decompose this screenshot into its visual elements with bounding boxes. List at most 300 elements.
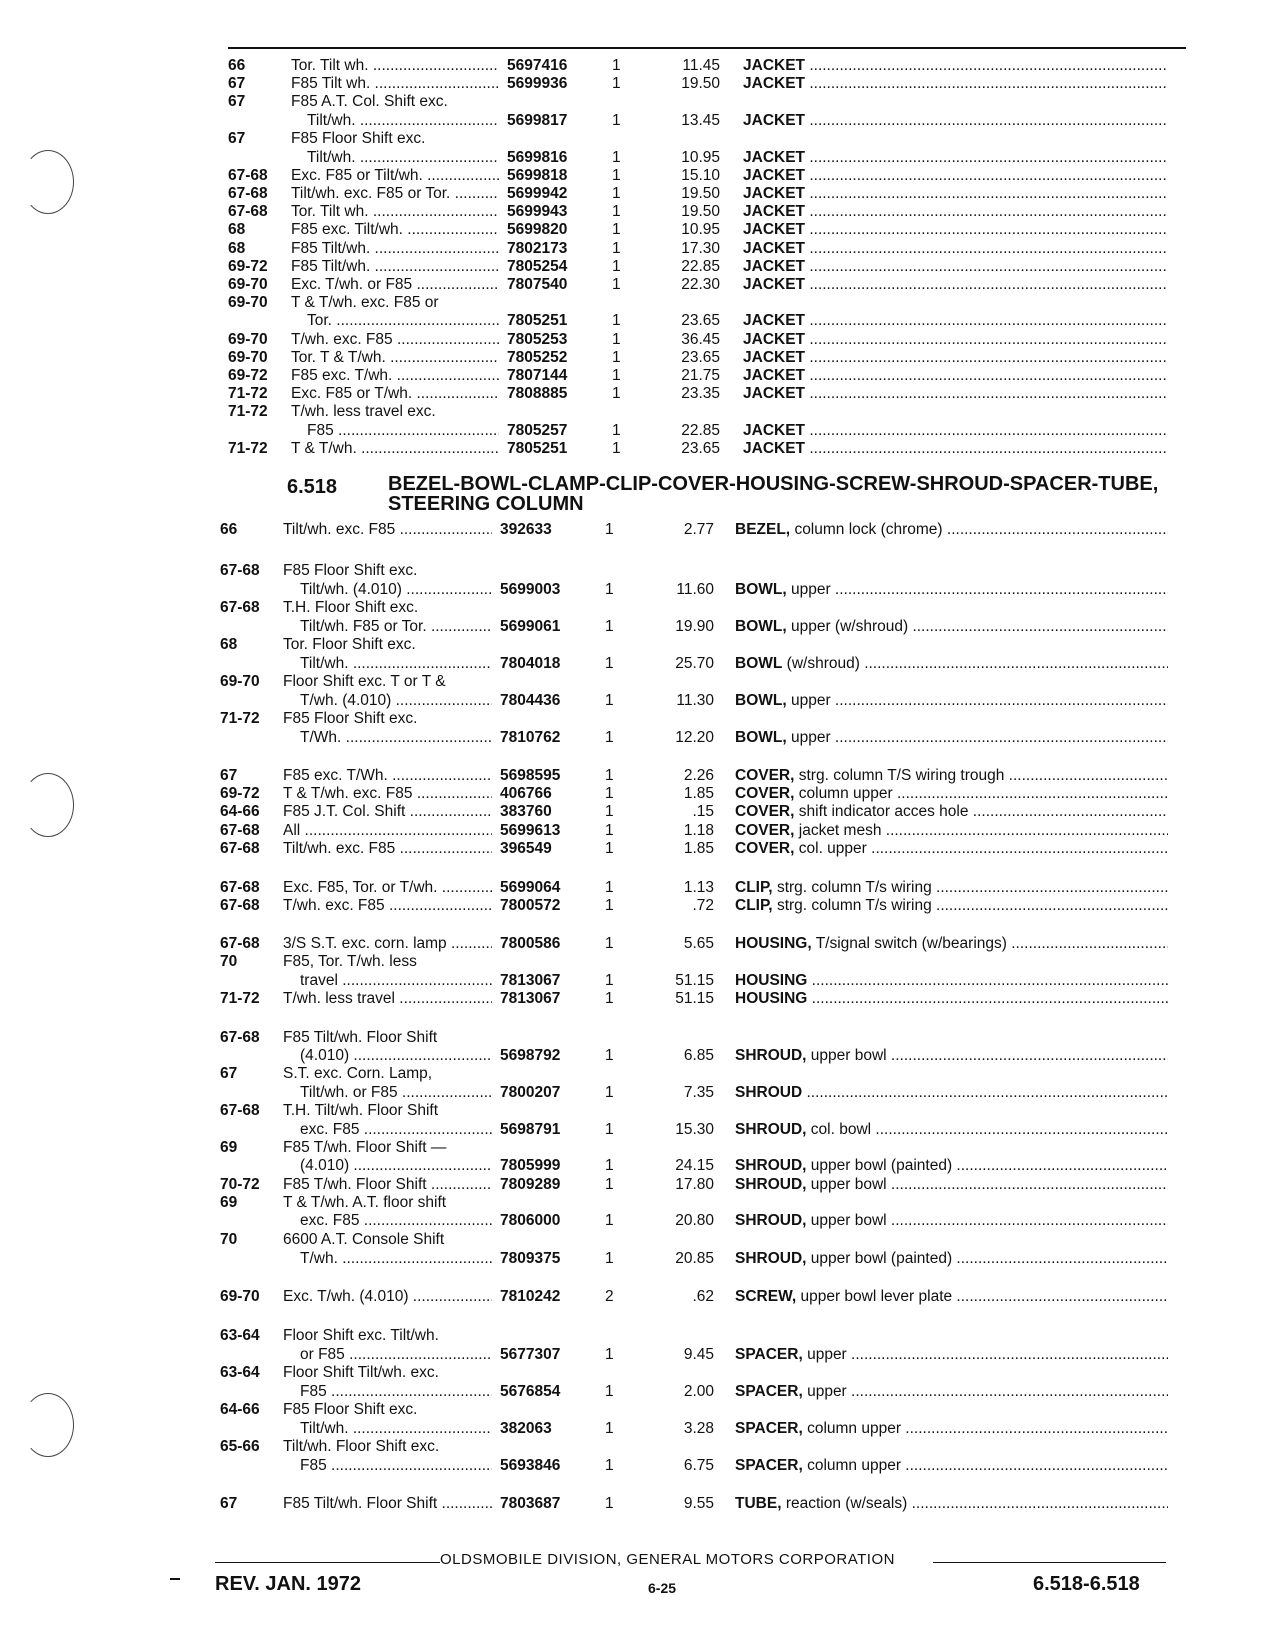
quantity: 1: [612, 203, 621, 220]
part-number: 5699817: [507, 112, 568, 129]
quantity: 1: [612, 185, 621, 202]
part-number: 7807144: [507, 367, 568, 384]
model-application: (4.010) .....: [300, 1046, 492, 1065]
table-row: [0, 1211, 1263, 1230]
part-number: 7805251: [507, 440, 568, 457]
quantity: 1: [612, 276, 621, 293]
part-description: [743, 239, 1168, 258]
part-name: JACKET: [743, 185, 806, 202]
table-row: [0, 839, 1263, 858]
part-name: JACKET: [743, 240, 806, 257]
model-application: F85 Floor Shift exc.: [283, 562, 418, 579]
year-range: 67: [220, 1065, 238, 1082]
model-application: Tor. Tilt wh. .....: [291, 202, 499, 221]
year-range: 66: [220, 521, 238, 538]
model-application: T/wh. exc. F85 .....: [283, 896, 492, 915]
year-range: 67: [220, 1495, 238, 1512]
quantity: 1: [605, 1346, 614, 1363]
table-row: [0, 348, 1263, 367]
part-detail: col. bowl: [810, 1121, 872, 1138]
table-row: [0, 691, 1263, 710]
price: 36.45: [681, 331, 720, 348]
part-number: 7813067: [500, 990, 561, 1007]
part-detail: (w/shroud): [786, 655, 860, 672]
model-application: travel .....: [300, 971, 492, 990]
part-description: [735, 1211, 1168, 1230]
quantity: 1: [605, 990, 614, 1007]
part-number: 5699818: [507, 167, 568, 184]
quantity: 1: [612, 312, 621, 329]
model-application: F85 A.T. Col. Shift exc.: [291, 93, 448, 110]
quantity: 1: [612, 167, 621, 184]
price: 22.85: [681, 258, 720, 275]
quantity: 1: [605, 897, 614, 914]
part-number: 7805251: [507, 312, 568, 329]
part-detail: column upper: [798, 785, 893, 802]
year-range: 69-72: [228, 367, 268, 384]
quantity: 1: [605, 1212, 614, 1229]
table-row: [0, 1064, 1263, 1083]
price: 2.77: [683, 521, 714, 538]
model-application: Tilt/wh. exc. F85 .....: [283, 839, 492, 858]
year-range: 67-68: [220, 1029, 260, 1046]
part-description: [743, 384, 1168, 403]
year-range: 69: [220, 1194, 238, 1211]
year-range: 71-72: [220, 710, 260, 727]
part-detail: upper: [790, 581, 831, 598]
model-application: Tilt/wh. .....: [307, 148, 499, 167]
table-row: [0, 1345, 1263, 1364]
quantity: 1: [605, 767, 614, 784]
price: 24.15: [675, 1157, 714, 1174]
part-name: CLIP,: [735, 879, 773, 896]
table-row: [0, 1193, 1263, 1212]
year-range: 67-68: [220, 897, 260, 914]
part-detail: upper: [807, 1383, 847, 1400]
year-range: 69-70: [228, 331, 268, 348]
model-application: S.T. exc. Corn. Lamp,: [283, 1065, 433, 1082]
part-name: HOUSING: [735, 990, 808, 1007]
quantity: 1: [612, 149, 621, 166]
price: 17.80: [675, 1176, 714, 1193]
part-description: [735, 971, 1168, 990]
part-number: 7800572: [500, 897, 561, 914]
year-range: 70: [220, 953, 238, 970]
year-range: 67-68: [228, 203, 268, 220]
part-name: COVER,: [735, 767, 795, 784]
model-application: F85 Floor Shift exc.: [283, 1401, 418, 1418]
year-range: 65-66: [220, 1438, 260, 1455]
part-number: 5699816: [507, 149, 568, 166]
price: 10.95: [681, 221, 720, 238]
section-number: 6.518: [287, 476, 338, 498]
price: 19.50: [681, 75, 720, 92]
model-application: F85 .....: [300, 1456, 492, 1475]
part-detail: reaction (w/seals): [785, 1495, 908, 1512]
part-number: 7808885: [507, 385, 568, 402]
table-row: [0, 1382, 1263, 1401]
part-number: 5699943: [507, 203, 568, 220]
year-range: 69: [220, 1139, 238, 1156]
part-detail: strg. column T/s wiring: [776, 897, 932, 914]
part-detail: upper bowl: [810, 1176, 887, 1193]
part-name: BOWL,: [735, 729, 787, 746]
part-name: COVER,: [735, 840, 795, 857]
model-application: Tilt/wh. (4.010) .....: [300, 580, 492, 599]
table-row: [0, 580, 1263, 599]
table-row: [0, 654, 1263, 673]
price: 1.13: [683, 879, 714, 896]
part-description: [735, 1345, 1168, 1364]
table-row: [0, 1419, 1263, 1438]
year-range: 67-68: [220, 562, 260, 579]
year-range: 69-70: [228, 349, 268, 366]
part-number: 5699936: [507, 75, 568, 92]
part-number: 7804436: [500, 692, 561, 709]
part-name: COVER,: [735, 803, 795, 820]
part-number: 5698791: [500, 1121, 561, 1138]
price: 15.30: [675, 1121, 714, 1138]
model-application: Tilt/wh. .....: [300, 654, 492, 673]
price: 17.30: [681, 240, 720, 257]
price: 23.65: [681, 312, 720, 329]
year-range: 67-68: [220, 935, 260, 952]
part-description: [735, 1287, 1168, 1306]
part-number: 5698595: [500, 767, 561, 784]
price: 23.65: [681, 440, 720, 457]
year-range: 68: [228, 240, 246, 257]
model-application: T/wh. (4.010) .....: [300, 691, 492, 710]
part-description: [735, 654, 1168, 673]
table-row: [0, 1120, 1263, 1139]
year-range: 67-68: [220, 599, 260, 616]
table-row: [0, 1326, 1263, 1345]
price: 1.18: [683, 822, 714, 839]
part-detail: shift indicator acces hole: [798, 803, 969, 820]
price: 25.70: [675, 655, 714, 672]
year-range: 67-68: [228, 185, 268, 202]
price: 23.65: [681, 349, 720, 366]
year-range: 64-66: [220, 1401, 260, 1418]
price: 20.85: [675, 1250, 714, 1267]
price: 19.90: [675, 618, 714, 635]
price: 6.75: [683, 1457, 714, 1474]
quantity: 1: [605, 785, 614, 802]
year-range: 67-68: [228, 167, 268, 184]
part-name: BEZEL,: [735, 521, 791, 538]
model-application: T & T/wh. .....: [291, 439, 499, 458]
part-description: [735, 1249, 1168, 1268]
part-number: 7805252: [507, 349, 568, 366]
part-detail: jacket mesh: [798, 822, 882, 839]
model-application: or F85 .....: [300, 1345, 492, 1364]
year-range: 70-72: [220, 1176, 260, 1193]
part-detail: upper bowl (painted): [810, 1250, 953, 1267]
table-row: [0, 934, 1263, 953]
part-detail: T/signal switch (w/bearings): [815, 935, 1007, 952]
model-application: Tor. T & T/wh. .....: [291, 348, 499, 367]
quantity: 1: [605, 1457, 614, 1474]
footer-rule-left: [215, 1562, 440, 1563]
part-number: 7805999: [500, 1157, 561, 1174]
table-row: [0, 439, 1263, 458]
table-row: [0, 202, 1263, 221]
table-row: [0, 728, 1263, 747]
part-description: [735, 934, 1168, 953]
model-application: T/wh. .....: [300, 1249, 492, 1268]
part-name: SHROUD,: [735, 1212, 807, 1229]
table-row: [0, 896, 1263, 915]
part-name: JACKET: [743, 440, 806, 457]
part-name: SHROUD,: [735, 1157, 807, 1174]
footer-corporation: OLDSMOBILE DIVISION, GENERAL MOTORS CORPORATION: [440, 1551, 895, 1568]
price: 2.26: [683, 767, 714, 784]
price: 3.28: [683, 1420, 714, 1437]
quantity: 1: [605, 803, 614, 820]
part-description: [735, 802, 1168, 821]
table-row: [0, 421, 1263, 440]
model-application: Tilt/wh. .....: [300, 1419, 492, 1438]
model-application: Floor Shift exc. Tilt/wh.: [283, 1327, 439, 1344]
part-number: 5698792: [500, 1047, 561, 1064]
part-number: 7813067: [500, 972, 561, 989]
part-number: 5699820: [507, 221, 568, 238]
part-number: 7805254: [507, 258, 568, 275]
table-row: [0, 1437, 1263, 1456]
quantity: 1: [605, 822, 614, 839]
table-row: [0, 92, 1263, 111]
table-row: [0, 952, 1263, 971]
part-name: JACKET: [743, 422, 806, 439]
table-row: [0, 184, 1263, 203]
quantity: 1: [605, 1383, 614, 1400]
model-application: Tor. .....: [307, 311, 499, 330]
quantity: 1: [612, 349, 621, 366]
quantity: 1: [605, 729, 614, 746]
year-range: 68: [228, 221, 246, 238]
price: 19.50: [681, 203, 720, 220]
table-row: [0, 709, 1263, 728]
quantity: 1: [612, 240, 621, 257]
price: 11.45: [682, 57, 720, 74]
model-application: Floor Shift Tilt/wh. exc.: [283, 1364, 439, 1381]
model-application: 3/S S.T. exc. corn. lamp .....: [283, 934, 492, 953]
quantity: 1: [612, 331, 621, 348]
part-number: 7805257: [507, 422, 568, 439]
model-application: Tor. Floor Shift exc.: [283, 636, 416, 653]
part-detail: column upper: [807, 1457, 901, 1474]
year-range: 67-68: [220, 879, 260, 896]
table-row: [0, 330, 1263, 349]
part-number: 396549: [500, 840, 552, 857]
part-number: 7804018: [500, 655, 561, 672]
part-name: JACKET: [743, 258, 806, 275]
price: 1.85: [683, 785, 714, 802]
part-number: 5697416: [507, 57, 568, 74]
table-row: [0, 111, 1263, 130]
price: 51.15: [675, 972, 714, 989]
model-application: Tilt/wh. exc. F85 or Tor. .....: [291, 184, 499, 203]
part-number: 5699061: [500, 618, 561, 635]
table-row: [0, 1287, 1263, 1306]
model-application: F85 exc. Tilt/wh. .....: [291, 220, 499, 239]
model-application: exc. F85 .....: [300, 1211, 492, 1230]
table-row: [0, 311, 1263, 330]
part-description: [743, 148, 1168, 167]
quantity: 1: [612, 258, 621, 275]
part-name: SPACER,: [735, 1383, 803, 1400]
part-name: SHROUD,: [735, 1176, 807, 1193]
table-row: [0, 402, 1263, 421]
part-number: 406766: [500, 785, 552, 802]
part-name: SHROUD,: [735, 1121, 807, 1138]
model-application: Exc. T/wh. (4.010) .....: [283, 1287, 492, 1306]
part-description: [743, 220, 1168, 239]
quantity: 1: [612, 440, 621, 457]
model-application: F85 Tilt/wh. Floor Shift .....: [283, 1494, 492, 1513]
part-name: SCREW,: [735, 1288, 797, 1305]
table-row: [0, 1101, 1263, 1120]
part-description: [735, 1382, 1168, 1401]
model-application: T/wh. less travel exc.: [291, 403, 436, 420]
table-row: [0, 821, 1263, 840]
model-application: F85 Tilt/wh. .....: [291, 257, 499, 276]
part-detail: upper (w/shroud): [790, 618, 909, 635]
part-number: 7810762: [500, 729, 561, 746]
table-row: [0, 1400, 1263, 1419]
footer-dash: [170, 1578, 180, 1580]
part-name: BOWL,: [735, 618, 787, 635]
year-range: 67-68: [220, 1102, 260, 1119]
part-detail: column lock (chrome): [794, 521, 943, 538]
price: 20.80: [675, 1212, 714, 1229]
table-row: [0, 148, 1263, 167]
table-row: [0, 1156, 1263, 1175]
quantity: 1: [605, 655, 614, 672]
table-row: [0, 598, 1263, 617]
model-application: T/wh. exc. F85 .....: [291, 330, 499, 349]
part-number: 5699613: [500, 822, 561, 839]
price: 23.35: [681, 385, 720, 402]
price: 13.45: [681, 112, 720, 129]
part-name: HOUSING: [735, 972, 808, 989]
price: 1.85: [683, 840, 714, 857]
part-number: 7803687: [500, 1495, 561, 1512]
part-description: [743, 257, 1168, 276]
footer-revision: REV. JAN. 1972: [215, 1573, 362, 1595]
year-range: 71-72: [228, 440, 268, 457]
price: 10.95: [681, 149, 720, 166]
part-number: 7809375: [500, 1250, 561, 1267]
part-number: 5699064: [500, 879, 561, 896]
model-application: Tilt/wh. or F85 .....: [300, 1083, 492, 1102]
part-number: 7807540: [507, 276, 568, 293]
part-description: [735, 989, 1168, 1008]
quantity: 1: [605, 1420, 614, 1437]
table-row: [0, 74, 1263, 93]
part-description: [743, 366, 1168, 385]
table-row: [0, 672, 1263, 691]
model-application: F85 Floor Shift exc.: [283, 710, 418, 727]
year-range: 68: [220, 636, 238, 653]
quantity: 1: [605, 581, 614, 598]
part-description: [735, 1083, 1168, 1102]
year-range: 63-64: [220, 1364, 260, 1381]
table-row: [0, 129, 1263, 148]
part-number: 7806000: [500, 1212, 561, 1229]
year-range: 66: [228, 57, 246, 74]
quantity: 1: [605, 521, 614, 538]
price: 9.45: [683, 1346, 714, 1363]
table-row: [0, 989, 1263, 1008]
table-row: [0, 366, 1263, 385]
table-row: [0, 293, 1263, 312]
part-detail: upper bowl (painted): [810, 1157, 953, 1174]
part-description: [743, 111, 1168, 130]
part-description: [735, 896, 1168, 915]
part-name: JACKET: [743, 149, 806, 166]
part-description: [743, 166, 1168, 185]
table-row: [0, 220, 1263, 239]
quantity: 1: [605, 1121, 614, 1138]
price: 15.10: [681, 167, 720, 184]
quantity: 1: [605, 935, 614, 952]
year-range: 69-70: [228, 294, 268, 311]
table-row: [0, 257, 1263, 276]
table-row: [0, 1046, 1263, 1065]
part-name: JACKET: [743, 331, 806, 348]
table-row: [0, 878, 1263, 897]
model-application: Tilt/wh. exc. F85 .....: [283, 520, 492, 539]
part-detail: upper bowl: [810, 1047, 887, 1064]
quantity: 1: [605, 618, 614, 635]
model-application: Tor. Tilt wh. .....: [291, 56, 499, 75]
part-description: [743, 311, 1168, 330]
price: 9.55: [683, 1495, 714, 1512]
part-number: 5677307: [500, 1346, 561, 1363]
part-name: JACKET: [743, 312, 806, 329]
part-description: [735, 821, 1168, 840]
model-application: T & T/wh. exc. F85 .....: [283, 784, 492, 803]
table-row: [0, 617, 1263, 636]
model-application: Tilt/wh. .....: [307, 111, 499, 130]
year-range: 71-72: [228, 403, 268, 420]
part-name: SHROUD: [735, 1084, 803, 1101]
part-description: [735, 1419, 1168, 1438]
table-row: [0, 1456, 1263, 1475]
model-application: Exc. T/wh. or F85 .....: [291, 275, 499, 294]
part-number: 5693846: [500, 1457, 561, 1474]
model-application: T & T/wh. exc. F85 or: [291, 294, 439, 311]
year-range: 67: [228, 93, 246, 110]
part-name: JACKET: [743, 367, 806, 384]
price: 7.35: [683, 1084, 714, 1101]
table-row: [0, 561, 1263, 580]
part-detail: upper: [790, 692, 831, 709]
year-range: 69-70: [220, 673, 260, 690]
part-description: [743, 74, 1168, 93]
model-application: F85 J.T. Col. Shift .....: [283, 802, 492, 821]
table-row: [0, 971, 1263, 990]
price: 19.50: [681, 185, 720, 202]
model-application: Exc. F85, Tor. or T/wh. .....: [283, 878, 492, 897]
part-name: COVER,: [735, 822, 795, 839]
part-name: JACKET: [743, 112, 806, 129]
model-application: F85 exc. T/wh. .....: [291, 366, 499, 385]
part-number: 5699003: [500, 581, 561, 598]
part-number: 5699942: [507, 185, 568, 202]
price: 12.20: [675, 729, 714, 746]
